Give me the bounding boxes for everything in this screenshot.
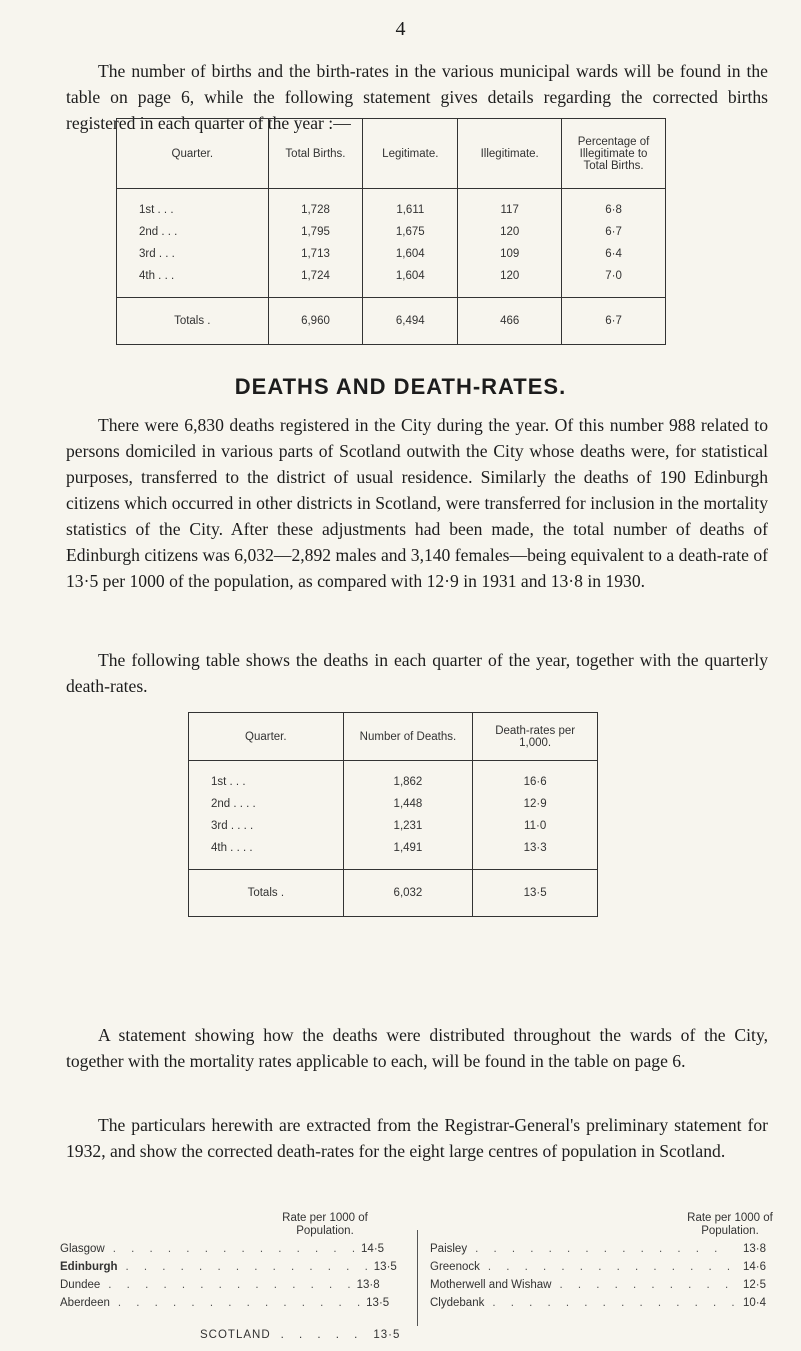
- cell-rate: 13·3: [473, 837, 598, 870]
- cell-quarter: 3rd . . . .: [189, 815, 344, 837]
- rates-column-right: [430, 1212, 795, 1312]
- cell-total: 1,724: [268, 265, 363, 298]
- births-by-quarter-table: [116, 118, 666, 345]
- cell-illegitimate: 120: [458, 265, 562, 298]
- list-item: [60, 1258, 397, 1276]
- cell-deaths: 1,448: [343, 793, 473, 815]
- cell-quarter: 2nd . . .: [117, 221, 269, 243]
- table-row: [189, 837, 598, 870]
- header-death-rates: Death-rates per 1,000.: [473, 713, 598, 761]
- table-row: [117, 221, 666, 243]
- cell-rate: 13·5: [473, 870, 598, 917]
- column-divider: [417, 1230, 418, 1326]
- cell-total: 1,713: [268, 243, 363, 265]
- centre-rate: 14·6: [743, 1261, 767, 1273]
- centre-rate: 13·8: [356, 1279, 380, 1291]
- header-quarter: Quarter.: [117, 119, 269, 189]
- quarterly-intro-paragraph: The following table shows the deaths in each quarter of the year, together with the quarterly death-rates.: [66, 650, 768, 696]
- rate-column-header: Rate per 1000 of Population.: [687, 1212, 773, 1237]
- cell-rate: 12·9: [473, 793, 598, 815]
- cell-deaths: 1,491: [343, 837, 473, 870]
- cell-quarter: 2nd . . . .: [189, 793, 344, 815]
- cell-total: 1,795: [268, 221, 363, 243]
- ward-statement-paragraph: A statement showing how the deaths were distributed throughout the wards of the City, together with the mortality rates applicable to each, will be found in the table on page 6.: [66, 1025, 768, 1071]
- cell-legitimate: 6,494: [363, 298, 458, 345]
- totals-row: [189, 870, 598, 917]
- cell-illegitimate: 117: [458, 189, 562, 222]
- cell-deaths: 1,231: [343, 815, 473, 837]
- totals-row: [117, 298, 666, 345]
- rate-column-header: Rate per 1000 of Population.: [282, 1212, 368, 1237]
- cell-legitimate: 1,604: [363, 265, 458, 298]
- cell-quarter: 4th . . .: [117, 265, 269, 298]
- cell-deaths: 6,032: [343, 870, 473, 917]
- list-item: [430, 1276, 795, 1294]
- rates-column-left: [60, 1212, 397, 1312]
- cell-rate: 11·0: [473, 815, 598, 837]
- leader-dots: . . . . . . . . . . . . . .: [117, 1297, 367, 1309]
- deaths-by-quarter-table: [188, 712, 598, 917]
- leader-dots: . . . . . . . . . .: [559, 1279, 735, 1291]
- scotland-rate: 13·5: [373, 1329, 401, 1341]
- centre-rate: 13·5: [373, 1261, 397, 1273]
- centre-name: Aberdeen: [60, 1297, 110, 1309]
- header-quarter: Quarter.: [189, 713, 344, 761]
- centre-name: Greenock: [430, 1261, 480, 1273]
- centre-name: Edinburgh: [60, 1261, 118, 1273]
- leader-dots: . . . . . . . . . . . . . .: [112, 1243, 362, 1255]
- leader-dots: . . . . . . . . . . . . . .: [475, 1243, 724, 1255]
- list-item: [60, 1294, 390, 1312]
- centre-name: Motherwell and Wishaw: [430, 1279, 552, 1291]
- header-legitimate: Legitimate.: [363, 119, 458, 189]
- table-row: [117, 243, 666, 265]
- scotland-label: SCOTLAND: [200, 1329, 271, 1341]
- centre-rate: 13·5: [366, 1297, 390, 1309]
- cell-quarter: 3rd . . .: [117, 243, 269, 265]
- cell-percentage: 6·7: [562, 298, 666, 345]
- header-number-of-deaths: Number of Deaths.: [343, 713, 473, 761]
- page-number: 4: [395, 18, 406, 40]
- leader-dots: . . . . . . . . . . . . . .: [492, 1297, 741, 1309]
- header-illegitimate: Illegitimate.: [458, 119, 562, 189]
- list-item: [430, 1240, 795, 1258]
- centre-rate: 10·4: [743, 1297, 767, 1309]
- table-row: [189, 761, 598, 794]
- header-total-births: Total Births.: [268, 119, 363, 189]
- cell-deaths: 1,862: [343, 761, 473, 794]
- table-row: [117, 189, 666, 222]
- centre-name: Clydebank: [430, 1297, 485, 1309]
- cell-legitimate: 1,675: [363, 221, 458, 243]
- centre-name: Paisley: [430, 1243, 468, 1255]
- leader-dots: . . . . . . . . . . . . . .: [108, 1279, 357, 1291]
- cell-legitimate: 1,611: [363, 189, 458, 222]
- cell-percentage: 6·8: [562, 189, 666, 222]
- scotland-total: [200, 1329, 400, 1341]
- centre-name: Dundee: [60, 1279, 101, 1291]
- table-row: [189, 815, 598, 837]
- cell-illegitimate: 109: [458, 243, 562, 265]
- list-item: [430, 1294, 795, 1312]
- list-item: [60, 1276, 390, 1294]
- cell-total: 1,728: [268, 189, 363, 222]
- cell-quarter: 1st . . .: [117, 189, 269, 222]
- cell-percentage: 7·0: [562, 265, 666, 298]
- cell-quarter: 4th . . . .: [189, 837, 344, 870]
- header-percentage: Percentage of Illegitimate to Total Births.: [562, 119, 666, 189]
- cell-illegitimate: 466: [458, 298, 562, 345]
- section-heading: DEATHS AND DEATH-RATES.: [234, 374, 567, 399]
- centre-rate: 13·8: [743, 1243, 767, 1255]
- registrar-statement-paragraph: The particulars herewith are extracted from the Registrar-General's preliminary statement for 1932, and show the corrected death-rates for the eight large centres of population in Scotland.: [66, 1115, 768, 1161]
- cell-percentage: 6·7: [562, 221, 666, 243]
- deaths-paragraph: There were 6,830 deaths registered in the City during the year. Of this number 988 related to persons domiciled in various parts of Scotland outwith the City whose deaths were, for statistical purposes, transferred to the district of usual residence. Similarly the deaths of 190 Edinburgh citizens which occurred in other districts in Scotland, were transferred for inclusion in the mortality statistics of the City. After these adjustments had been made, the total number of deaths of Edinburgh citizens was 6,032—2,892 males and 3,140 females—being equivalent to a death-rate of 13·5 per 1000 of the population, as compared with 12·9 in 1931 and 13·8 in 1930.: [66, 415, 768, 591]
- cell-quarter: Totals .: [189, 870, 344, 917]
- leader-dots: . . . . . . . . . . . . . .: [487, 1261, 737, 1273]
- table-row: [189, 793, 598, 815]
- centre-rate: 14·5: [361, 1243, 385, 1255]
- cell-quarter: Totals .: [117, 298, 269, 345]
- list-item: [60, 1240, 390, 1258]
- cell-legitimate: 1,604: [363, 243, 458, 265]
- cell-quarter: 1st . . .: [189, 761, 344, 794]
- centre-rate: 12·5: [743, 1279, 767, 1291]
- large-centres-rates: [60, 1212, 795, 1347]
- centre-name: Glasgow: [60, 1243, 105, 1255]
- cell-illegitimate: 120: [458, 221, 562, 243]
- intro-paragraph: The number of births and the birth-rates in the various municipal wards will be found in the table on page 6, while the following statement gives details regarding the corrected births registered in each quarter of the year :—: [66, 61, 768, 133]
- cell-rate: 16·6: [473, 761, 598, 794]
- table-row: [117, 265, 666, 298]
- cell-percentage: 6·4: [562, 243, 666, 265]
- list-item: [430, 1258, 795, 1276]
- leader-dots: . . . . .: [280, 1329, 364, 1341]
- leader-dots: . . . . . . . . . . . . . .: [125, 1261, 374, 1273]
- cell-total: 6,960: [268, 298, 363, 345]
